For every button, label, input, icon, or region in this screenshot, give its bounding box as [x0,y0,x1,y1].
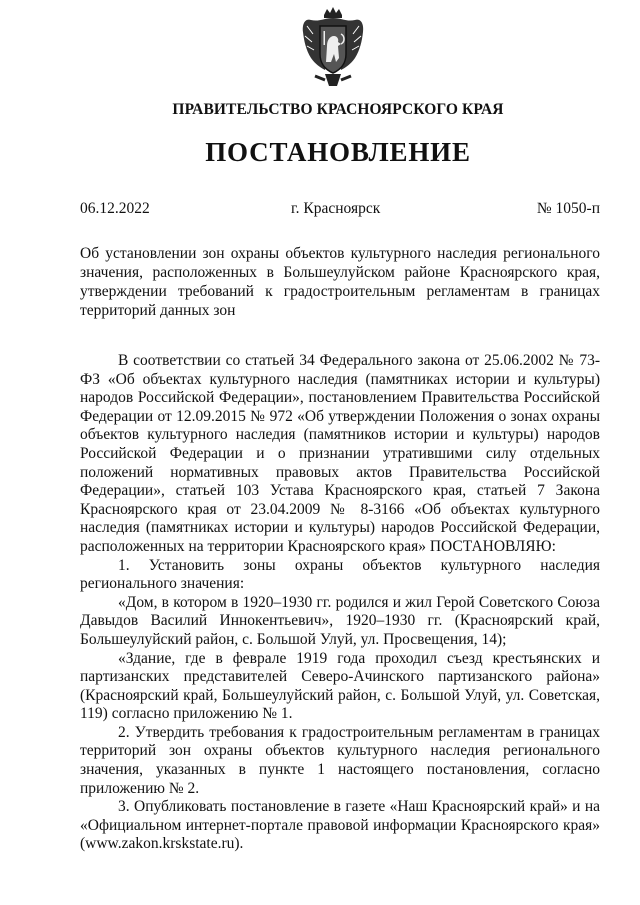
document-body [80,352,600,854]
document-number: № 1050-п [536,200,600,217]
document-type-title: ПОСТАНОВЛЕНИЕ [205,137,471,167]
document-date: 06.12.2022 [80,200,150,217]
item-3-paragraph: 3. Опубликовать постановление в газете «Наш Красноярский край» и на «Официальном интернет-портале правовой информации Красноярского края» (www.zakon.krskstate.ru). [80,798,600,853]
item-1-object-1-paragraph: «Дом, в котором в 1920–1930 гг. родился и жил Герой Советского Союза Давыдов Василий Иннокентьевич», 1920–1930 гг. (Красноярский край, Большеулуйский район, с. Большой Улуй, ул. Просвещения, 14); [80,593,600,648]
item-2-paragraph: 2. Утвердить требования к градостроительным регламентам в границах территорий зон охраны объектов культурного наследия регионального значения, указанных в пункте 1 настоящего постановления, согласно приложению № 2. [80,723,600,797]
item-1-object-2-paragraph: «Здание, где в феврале 1919 года проходил съезд крестьянских и партизанских представителей Северо-Ачинского партизанского района» (Красноярский край, Большеулуйский район, с. Большой Улуй, ул. Советская, 119) согласно приложению № 1. [80,649,600,723]
preamble-paragraph: В соответствии со статьей 34 Федерального закона от 25.06.2002 № 73-ФЗ «Об объектах культурного наследия (памятниках истории и культуры) народов Российской Федерации», постановлением Правительства Российской Федерации от 12.09.2015 № 972 «Об утверждении Положения о зонах охраны объектов культурного наследия (памятников истории и культуры) народов Российской Федерации и о признании утратившими силу отдельных положений нормативных правовых актов Правительства Российской Федерации», статьей 103 Устава Красноярского края, статьей 7 Закона Красноярского края от 23.04.2009 № 8-3166 «Об объектах культурного наследия (памятниках истории и культуры) народов Российской Федерации, расположенных на территории Красноярского края» ПОСТАНОВЛЯЮ: [80,352,600,555]
document-city: г. Красноярск [291,200,381,217]
government-name: ПРАВИТЕЛЬСТВО КРАСНОЯРСКОГО КРАЯ [172,101,504,118]
document-subject: Об установлении зон охраны объектов культурного наследия регионального значения, расположенных в Большеулуйском районе Красноярского края, утверждении требований к градостроительным регламентам в границах территорий данных зон [80,245,600,319]
coat-of-arms-icon [297,6,369,90]
item-1-paragraph: 1. Установить зоны охраны объектов культурного наследия регионального значения: [80,556,600,593]
